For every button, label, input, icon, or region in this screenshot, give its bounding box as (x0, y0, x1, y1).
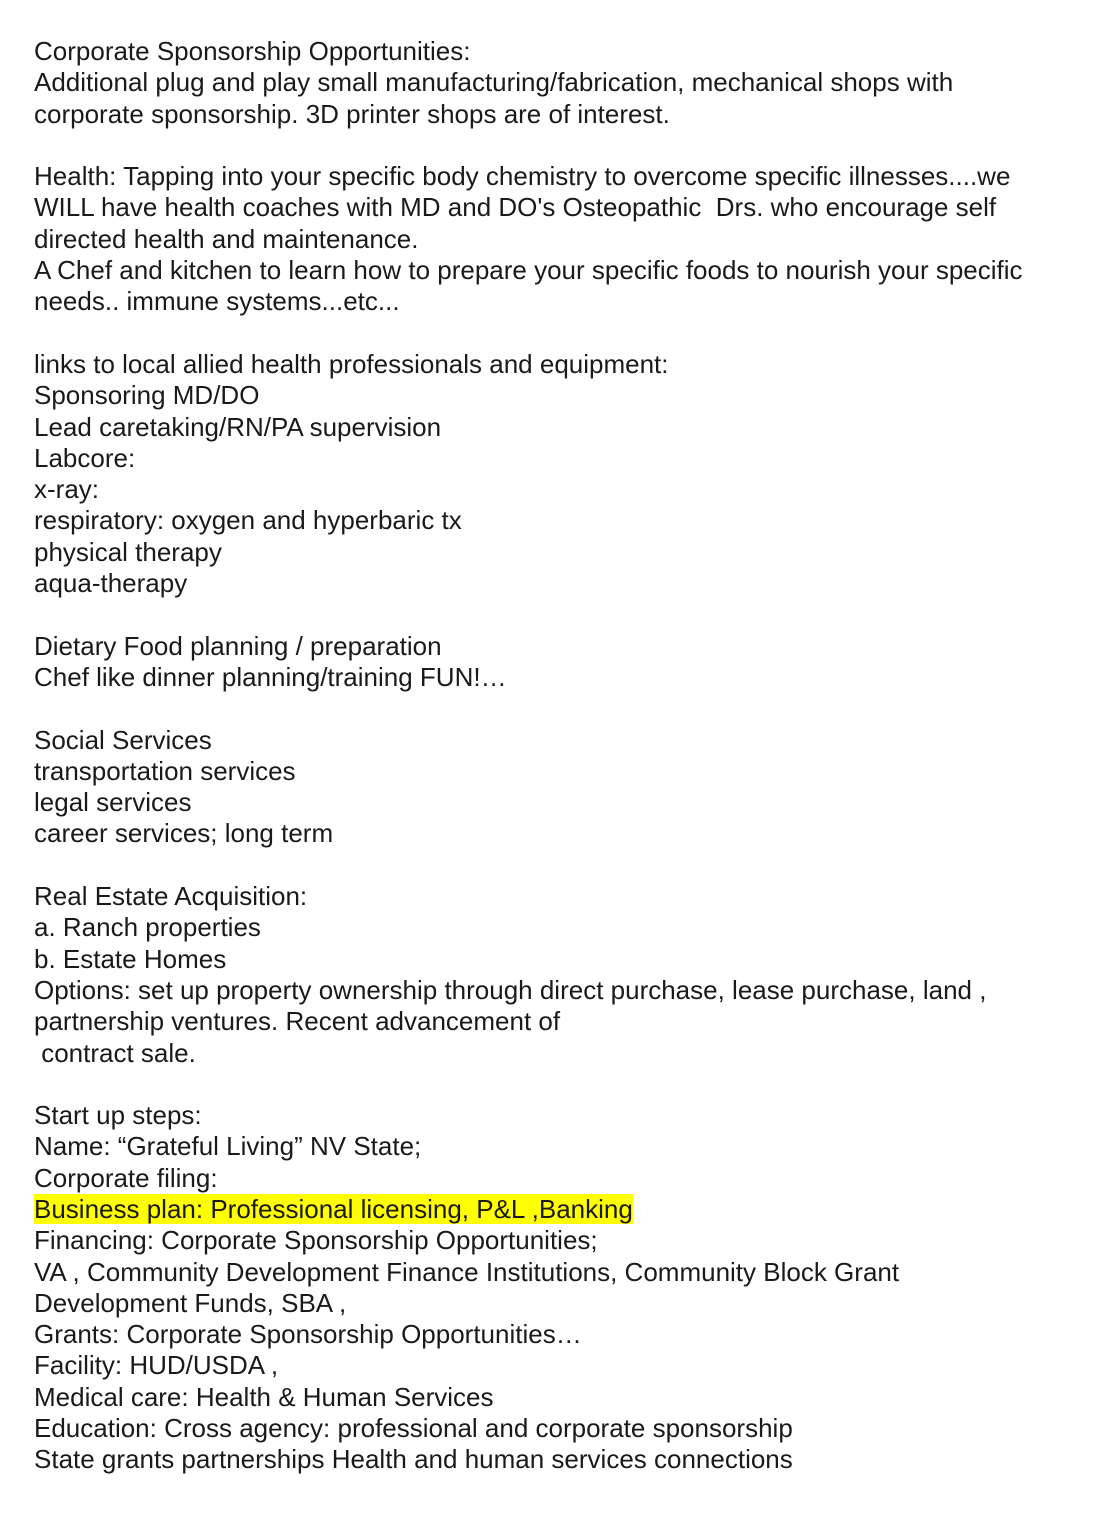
section-heading: Start up steps: (34, 1100, 202, 1131)
list-item: Education: Cross agency: professional and corporate sponsorship (34, 1413, 793, 1444)
list-item: respiratory: oxygen and hyperbaric tx (34, 505, 462, 536)
section-heading: Social Services (34, 724, 212, 755)
list-item: career services; long term (34, 818, 334, 849)
list-item: Labcore: (34, 442, 136, 473)
text-line: WILL have health coaches with MD and DO's Osteopathic Drs. who encourage self (34, 192, 997, 223)
highlighted-line (34, 1194, 1084, 1225)
list-item: Grants: Corporate Sponsorship Opportunities… (34, 1319, 582, 1350)
list-item: aqua-therapy (34, 568, 188, 599)
text-line: Options: set up property ownership through direct purchase, lease purchase, land , (34, 974, 987, 1005)
list-item: Medical care: Health & Human Services (34, 1381, 494, 1412)
highlight-mark: Business plan: Professional licensing, P&L ,Banking (34, 1193, 633, 1224)
list-item: Name: “Grateful Living” NV State; (34, 1131, 422, 1162)
spacer (34, 1069, 1084, 1100)
spacer (34, 130, 1084, 161)
list-item: Corporate filing: (34, 1162, 218, 1193)
spacer (34, 318, 1084, 349)
section-real-estate (34, 881, 1084, 1069)
list-item: Development Funds, SBA , (34, 1287, 347, 1318)
list-item: transportation services (34, 755, 296, 786)
section-heading: Corporate Sponsorship Opportunities: (34, 36, 471, 66)
section-heading: Real Estate Acquisition: (34, 881, 308, 912)
section-allied-health-links (34, 349, 1084, 599)
list-item: legal services (34, 787, 192, 818)
list-item: x-ray: (34, 474, 99, 505)
text-line: needs.. immune systems...etc... (34, 286, 400, 317)
list-item: Facility: HUD/USDA , (34, 1350, 279, 1381)
section-corporate-sponsorship (34, 36, 1084, 130)
spacer (34, 693, 1084, 724)
section-startup-steps (34, 1100, 1084, 1476)
text-line: A Chef and kitchen to learn how to prepare your specific foods to nourish your specific (34, 255, 1023, 286)
list-item: State grants partnerships Health and human services connections (34, 1444, 793, 1475)
text-line: corporate sponsorship. 3D printer shops are of interest. (34, 98, 670, 129)
list-item: Chef like dinner planning/training FUN!… (34, 661, 507, 692)
list-item: VA , Community Development Finance Institutions, Community Block Grant (34, 1256, 900, 1287)
document-page (34, 36, 1084, 1476)
list-item: b. Estate Homes (34, 943, 227, 974)
section-dietary (34, 631, 1084, 694)
section-health (34, 161, 1084, 317)
list-item: physical therapy (34, 536, 222, 567)
text-line: partnership ventures. Recent advancement of (34, 1006, 561, 1037)
spacer (34, 850, 1084, 881)
list-item: Dietary Food planning / preparation (34, 630, 442, 661)
section-social-services (34, 725, 1084, 850)
text-line: Health: Tapping into your specific body chemistry to overcome specific illnesses....we (34, 161, 1011, 192)
spacer (34, 599, 1084, 630)
text-line: contract sale. (34, 1037, 196, 1068)
list-item: Lead caretaking/RN/PA supervision (34, 411, 442, 442)
list-item: Sponsoring MD/DO (34, 380, 260, 411)
list-item: Financing: Corporate Sponsorship Opportunities; (34, 1225, 598, 1256)
section-heading: links to local allied health professionals and equipment: (34, 348, 669, 379)
text-line: directed health and maintenance. (34, 223, 419, 254)
list-item: a. Ranch properties (34, 912, 261, 943)
text-line: Additional plug and play small manufacturing/fabrication, mechanical shops with (34, 67, 954, 98)
